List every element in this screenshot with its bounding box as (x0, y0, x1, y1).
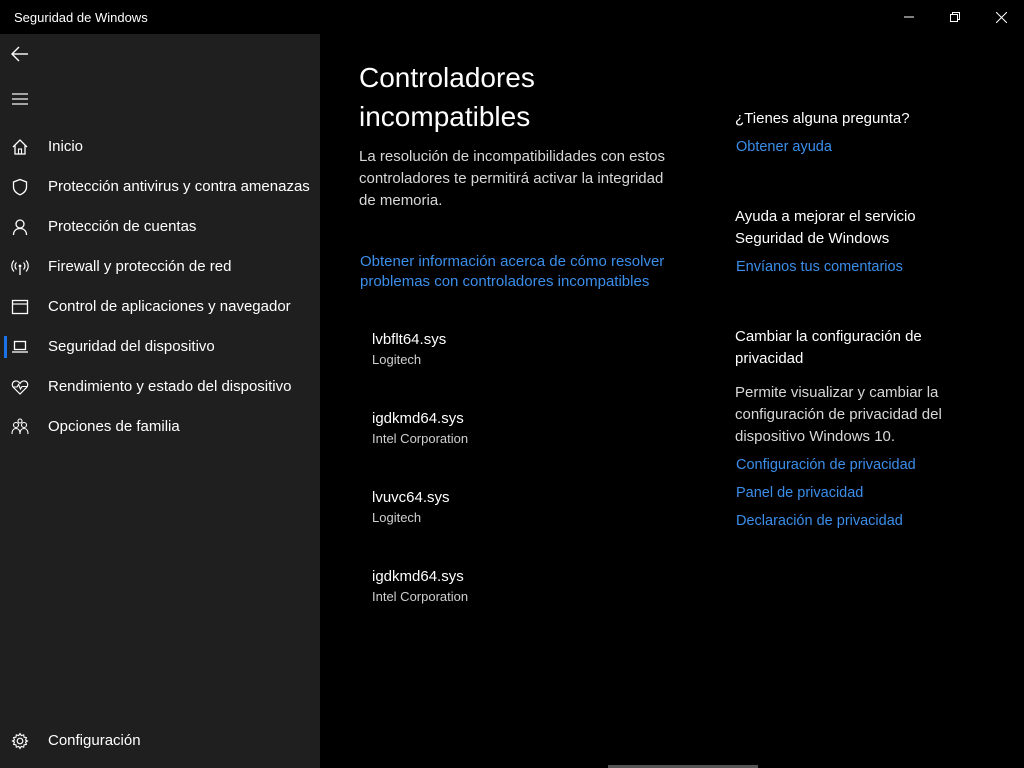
sidebar-item-seguridad-dispositivo[interactable] (0, 327, 320, 367)
close-icon (996, 12, 1007, 23)
laptop-icon (11, 338, 29, 356)
help-link[interactable]: Obtener ayuda (736, 139, 832, 155)
app-title: Seguridad de Windows (14, 10, 148, 25)
sidebar-item-label: Inicio (48, 138, 84, 155)
sidebar-item-firewall[interactable] (0, 247, 320, 287)
question-heading: ¿Tienes alguna pregunta? (735, 110, 910, 127)
browser-window-icon (11, 298, 29, 316)
active-indicator (4, 336, 7, 358)
sidebar-item-label: Control de aplicaciones y navegador (48, 298, 291, 315)
sidebar (0, 34, 320, 768)
driver-vendor: Intel Corporation (372, 431, 469, 446)
sidebar-item-antivirus[interactable] (0, 167, 320, 207)
improve-heading: Ayuda a mejorar el servicio Seguridad de Windows (735, 208, 916, 247)
privacy-dashboard-link[interactable]: Panel de privacidad (736, 485, 864, 501)
driver-name: igdkmd64.sys (372, 410, 464, 427)
feedback-link[interactable]: Envíanos tus comentarios (736, 259, 903, 275)
sidebar-item-rendimiento[interactable] (0, 367, 320, 407)
sidebar-item-configuracion[interactable] (0, 721, 320, 761)
page-title: Controladores incompatibles (359, 62, 535, 132)
driver-vendor: Logitech (372, 510, 422, 525)
privacy-statement-link[interactable]: Declaración de privacidad (736, 513, 903, 529)
main-content (320, 34, 1024, 768)
restore-button[interactable] (932, 0, 978, 34)
driver-name: lvuvc64.sys (372, 489, 450, 506)
shield-icon (11, 178, 29, 196)
home-icon (11, 138, 29, 156)
privacy-settings-link[interactable]: Configuración de privacidad (736, 457, 916, 473)
driver-name: lvbflt64.sys (372, 331, 447, 348)
sidebar-item-label: Configuración (48, 732, 141, 749)
driver-item (372, 409, 672, 449)
driver-vendor: Logitech (372, 352, 422, 367)
driver-item (372, 330, 672, 370)
driver-name: igdkmd64.sys (372, 568, 464, 585)
driver-item (372, 488, 672, 528)
driver-vendor: Intel Corporation (372, 589, 469, 604)
sidebar-item-cuentas[interactable] (0, 207, 320, 247)
heart-pulse-icon (11, 378, 29, 396)
sidebar-item-label: Protección de cuentas (48, 218, 197, 235)
sidebar-item-label: Firewall y protección de red (48, 258, 232, 275)
person-icon (11, 218, 29, 236)
minimize-icon (904, 12, 914, 22)
sidebar-item-inicio[interactable] (0, 127, 320, 167)
minimize-button[interactable] (886, 0, 932, 34)
gear-icon (11, 732, 29, 750)
wifi-antenna-icon (11, 258, 29, 276)
family-icon (11, 418, 29, 436)
learn-more-link[interactable]: Obtener información acerca de cómo resolver problemas con controladores incompatibles (360, 253, 665, 290)
privacy-description: Permite visualizar y cambiar la configuración de privacidad del dispositivo Windows 10. (735, 384, 942, 445)
restore-icon (950, 12, 960, 22)
sidebar-item-aplicaciones[interactable] (0, 287, 320, 327)
privacy-heading: Cambiar la configuración de privacidad (735, 328, 922, 367)
title-bar (0, 0, 1024, 34)
page-description: La resolución de incompatibilidades con estos controladores te permitirá activar la integridad de memoria. (359, 148, 666, 209)
back-button[interactable] (8, 42, 32, 66)
driver-item (372, 567, 672, 607)
back-arrow-icon (11, 46, 29, 62)
hamburger-icon (12, 93, 28, 105)
hamburger-menu-button[interactable] (8, 87, 32, 111)
sidebar-item-label: Opciones de familia (48, 418, 180, 435)
sidebar-item-familia[interactable] (0, 407, 320, 447)
sidebar-item-label: Seguridad del dispositivo (48, 338, 215, 355)
sidebar-item-label: Rendimiento y estado del dispositivo (48, 378, 292, 395)
close-button[interactable] (978, 0, 1024, 34)
sidebar-item-label: Protección antivirus y contra amenazas (48, 178, 310, 195)
